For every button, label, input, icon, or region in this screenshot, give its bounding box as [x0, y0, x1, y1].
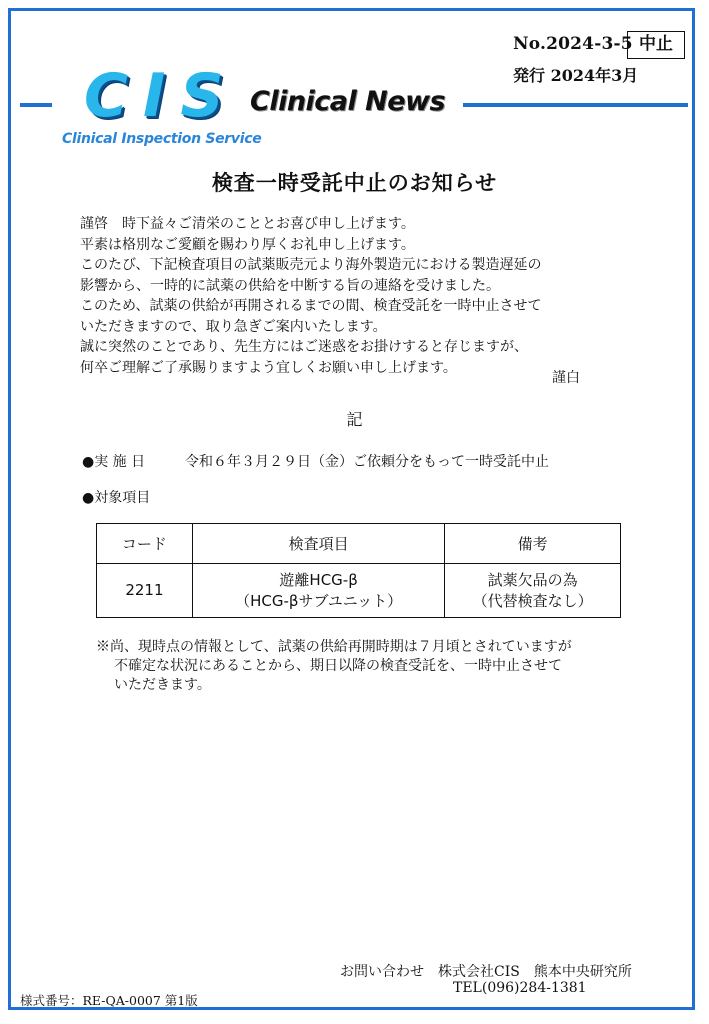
header-rule-right [463, 103, 688, 107]
telephone-number: TEL(096)284-1381 [453, 980, 587, 996]
body-line: 謹啓 時下益々ご清栄のこととお喜び申し上げます。 [80, 216, 415, 232]
body-line: 何卒ご理解ご了承賜りますよう宜しくお願い申し上げます。 [80, 359, 457, 376]
cis-logo: CIS [84, 61, 239, 131]
target-items-table [96, 523, 621, 618]
body-line: このため、試薬の供給が再開されるまでの間、検査受託を一時中止させて [80, 298, 542, 314]
closing-word: 謹白 [552, 370, 580, 386]
ki-heading: 記 [346, 410, 363, 429]
page-border [8, 8, 695, 1010]
cell-item [192, 564, 445, 618]
column-header-item: 検査項目 [192, 524, 445, 564]
body-line: このたび、下記検査項目の試薬販売元より海外製造元における製造遅延の [80, 257, 542, 273]
implementation-value: 令和６年３月２９日（金）ご依頼分をもって一時受託中止 [185, 454, 549, 470]
column-header-remarks: 備考 [445, 524, 621, 564]
body-line: 誠に突然のことであり、先生方にはご迷惑をお掛けすると存じますが、 [80, 339, 528, 355]
body-line: 影響から、一時的に試薬の供給を中断する旨の連絡を受けました。 [80, 277, 500, 294]
logo-subtitle: Clinical Inspection Service [62, 131, 262, 147]
implementation-label: ●実 施 日 [82, 454, 146, 470]
remarks-line: （代替検査なし） [472, 591, 593, 610]
cell-code: 2211 [97, 564, 193, 618]
item-name: 遊離HCG-β [279, 570, 358, 589]
contact-info: お問い合わせ 株式会社CIS 熊本中央研究所 [340, 964, 632, 980]
implementation-date [82, 451, 549, 471]
column-header-code: コード [97, 524, 193, 564]
table-row [97, 564, 621, 618]
page-title: 検査一時受託中止のお知らせ [211, 170, 498, 195]
target-items-label: ●対象項目 [82, 490, 151, 506]
issue-date: 発行 2024年3月 [513, 66, 639, 85]
item-subname: （HCG-βサブユニット） [235, 591, 403, 610]
form-number: 様式番号：RE-QA-0007 第1版 [20, 993, 198, 1008]
footnote-line: 不確定な状況にあることから、期日以降の検査受託を、一時中止させて [114, 658, 562, 674]
header-rule-left [20, 103, 52, 107]
body-line: 平素は格別なご愛顧を賜わり厚くお礼申し上げます。 [80, 236, 415, 253]
footnote-line: いただきます。 [114, 677, 211, 693]
body-line: いただきますので、取り急ぎご案内いたします。 [80, 318, 387, 335]
cell-remarks [445, 564, 621, 618]
footnote-line: ※尚、現時点の情報として、試薬の供給再開時期は７月頃とされていますが [96, 639, 572, 655]
newsletter-name: Clinical News [250, 86, 446, 117]
footnote [96, 638, 572, 695]
document-number: No.2024-3-5 [513, 34, 633, 54]
letter-body [80, 214, 541, 378]
remarks-line: 試薬欠品の為 [487, 570, 578, 589]
status-badge: 中止 [627, 31, 685, 59]
